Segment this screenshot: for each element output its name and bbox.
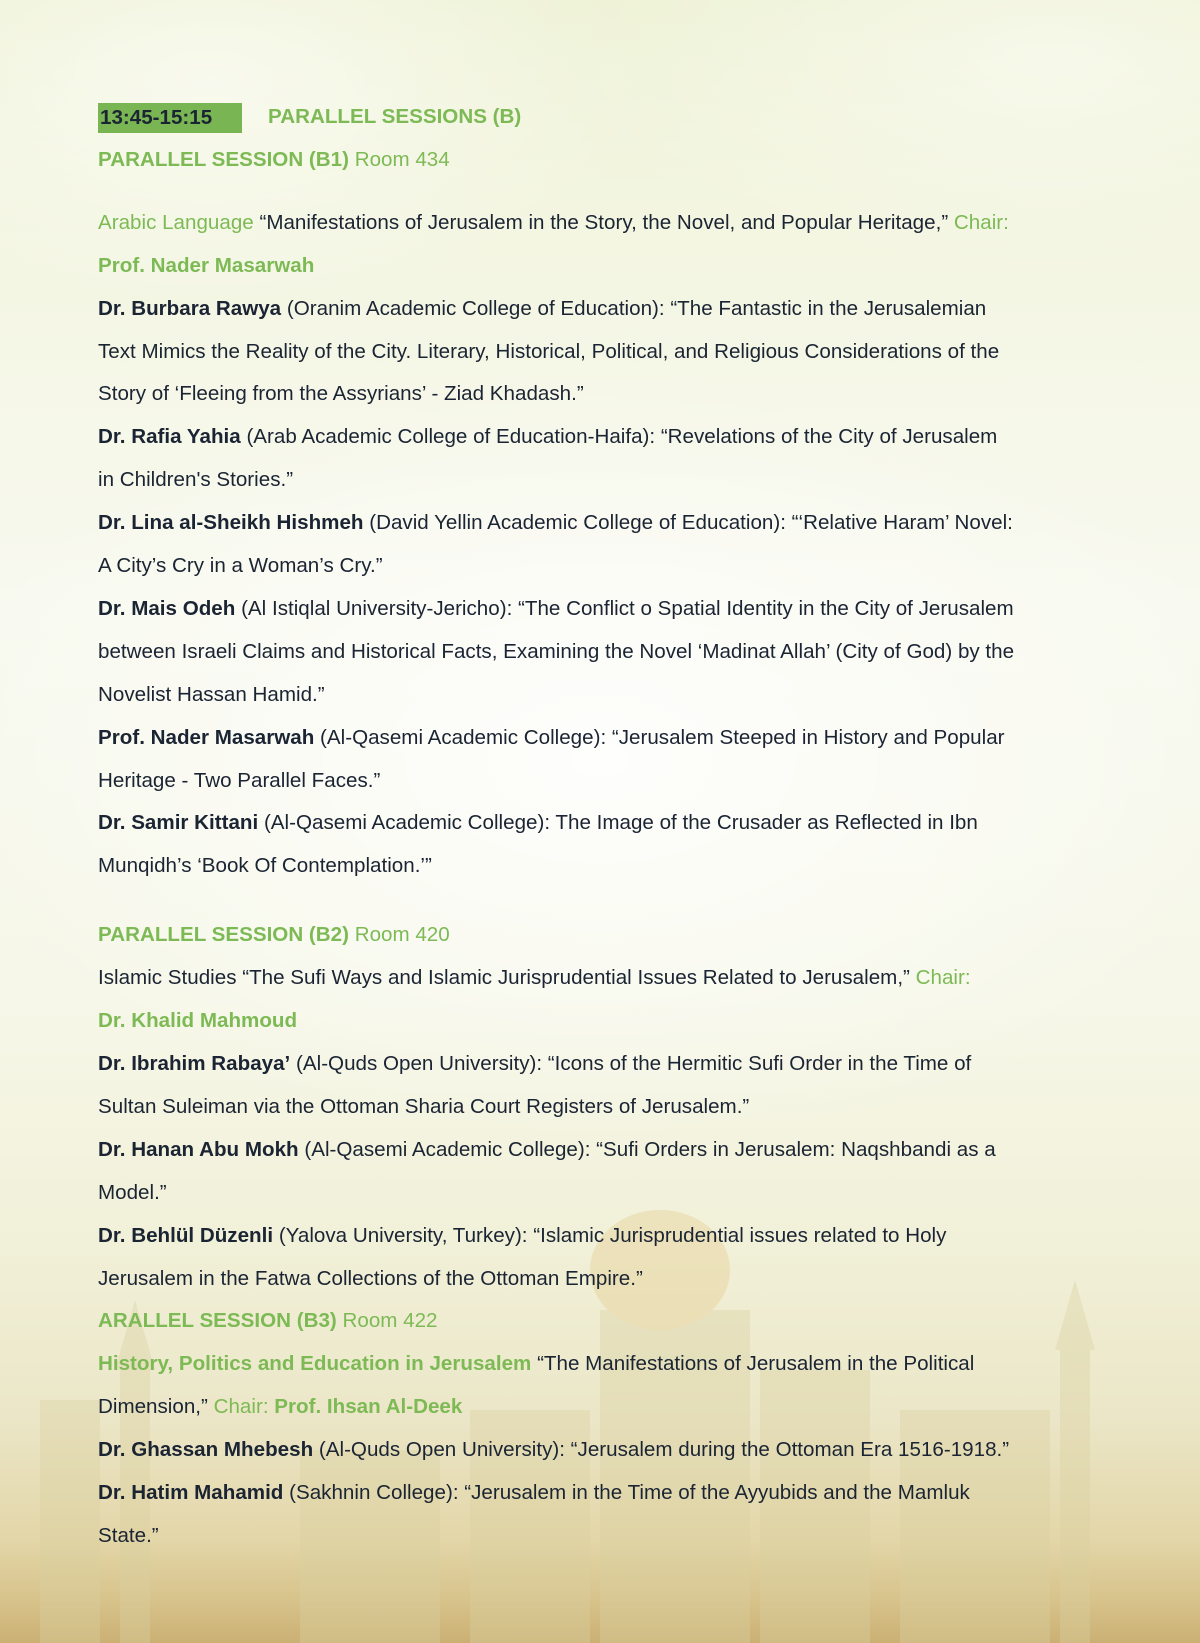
talk-entry: [98, 802, 1104, 845]
talk-text: (Al-Qasemi Academic College): The Image of the Crusader as Reflected in Ibn: [263, 811, 978, 835]
talk-entry: [98, 1043, 1104, 1086]
talk-text: (Sakhnin College): “Jerusalem in the Time of the Ayyubids and the Mamluk: [289, 1481, 970, 1505]
session-b2-field: Islamic Studies: [98, 966, 237, 990]
session-b3-topic: [98, 1343, 1104, 1386]
talk-entry: [98, 1429, 1104, 1472]
speaker-name: Dr. Mais Odeh: [98, 596, 236, 620]
session-b3-chair-name: Prof. Ihsan Al-Deek: [274, 1395, 463, 1419]
talk-entry: [98, 416, 1104, 459]
session-b3-heading: [98, 1300, 1104, 1343]
speaker-name: Dr. Rafia Yahia: [98, 425, 241, 449]
talk-text: (Arab Academic College of Education-Haifa): “Revelations of the City of Jerusalem: [246, 425, 998, 449]
talk-entry: [98, 717, 1104, 760]
session-b2-chair-label: Chair:: [915, 966, 971, 990]
session-b3-field: History, Politics and Education in Jerusalem: [98, 1352, 532, 1376]
session-b2-chair-name: Dr. Khalid Mahmoud: [98, 1009, 298, 1033]
talk-text-continued: Story of ‘Fleeing from the Assyrians’ - Ziad Khadash.”: [98, 382, 584, 406]
talk-entry: [98, 1215, 1104, 1258]
session-b1-room: Room 434: [354, 147, 450, 171]
speaker-name: Dr. Hatim Mahamid: [98, 1481, 284, 1505]
session-b3-topic-continued: [98, 1386, 1104, 1429]
talk-text: (Al Istiqlal University-Jericho): “The Conflict o Spatial Identity in the City of Jerusalem: [241, 596, 1014, 620]
program-content: [98, 96, 1104, 1558]
session-b3-room: Room 422: [342, 1309, 438, 1333]
talk-entry: [98, 588, 1104, 631]
speaker-name: Dr. Hanan Abu Mokh: [98, 1137, 299, 1161]
session-b3-chair-label: Chair:: [213, 1395, 269, 1419]
talk-entry: [98, 502, 1104, 545]
talk-text-continued: A City’s Cry in a Woman’s Cry.”: [98, 554, 383, 578]
speaker-name: Dr. Ghassan Mhebesh: [98, 1438, 314, 1462]
session-b3-label: ARALLEL SESSION (B3): [98, 1309, 337, 1333]
sessions-header: [98, 96, 1104, 139]
talk-text-continued: Jerusalem in the Fatwa Collections of the Ottoman Empire.”: [98, 1266, 643, 1290]
talk-entry: [98, 1472, 1104, 1515]
talk-text-continued: in Children's Stories.”: [98, 468, 294, 492]
talk-text: (Al-Quds Open University): “Jerusalem during the Ottoman Era 1516-1918.”: [318, 1438, 1010, 1462]
talk-text: (Yalova University, Turkey): “Islamic Jurisprudential issues related to Holy: [278, 1223, 947, 1247]
speaker-name: Dr. Burbara Rawya: [98, 296, 282, 320]
session-b3-topic-text: “The Manifestations of Jerusalem in the Political: [537, 1352, 975, 1376]
session-b1-topic: [98, 202, 1104, 245]
talk-text-continued: Sultan Suleiman via the Ottoman Sharia Court Registers of Jerusalem.”: [98, 1094, 750, 1118]
session-b1-chair-name: Prof. Nader Masarwah: [98, 253, 315, 277]
session-b1-heading: [98, 139, 1104, 182]
talk-entry: [98, 1129, 1104, 1172]
time-slot-badge: 13:45-15:15: [98, 103, 242, 133]
talk-text: (Oranim Academic College of Education): “The Fantastic in the Jerusalemian: [286, 296, 987, 320]
talk-text-continued: Heritage - Two Parallel Faces.”: [98, 768, 381, 792]
speaker-name: Dr. Lina al-Sheikh Hishmeh: [98, 511, 364, 535]
speaker-name: Dr. Ibrahim Rabaya’: [98, 1052, 291, 1076]
speaker-name: Dr. Behlül Düzenli: [98, 1223, 274, 1247]
talk-text: (Al-Qasemi Academic College): “Sufi Orders in Jerusalem: Naqshbandi as a: [304, 1137, 996, 1161]
session-b2-topic-text: “The Sufi Ways and Islamic Jurisprudential Issues Related to Jerusalem,”: [242, 966, 910, 990]
talk-text: (Al-Quds Open University): “Icons of the Hermitic Sufi Order in the Time of: [296, 1052, 972, 1076]
talk-text-continued: State.”: [98, 1523, 159, 1547]
session-b2-topic: [98, 957, 1104, 1000]
talk-entry: [98, 288, 1104, 331]
talk-text-continued: between Israeli Claims and Historical Facts, Examining the Novel ‘Madinat Allah’ (City of God) by the: [98, 639, 1015, 663]
talk-text-continued: Model.”: [98, 1180, 167, 1204]
sessions-title: PARALLEL SESSIONS (B): [268, 105, 522, 128]
talk-text-continued: Novelist Hassan Hamid.”: [98, 682, 325, 706]
talk-text: (Al-Qasemi Academic College): “Jerusalem Steeped in History and Popular: [320, 725, 1005, 749]
talk-text: (David Yellin Academic College of Education): “‘Relative Haram’ Novel:: [369, 511, 1013, 535]
session-b2-heading: [98, 914, 1104, 957]
session-b2-label: PARALLEL SESSION (B2): [98, 923, 349, 947]
speaker-name: Dr. Samir Kittani: [98, 811, 259, 835]
speaker-name: Prof. Nader Masarwah: [98, 725, 315, 749]
session-b1-chair-label: Chair:: [953, 210, 1009, 234]
session-b1-topic-text: “Manifestations of Jerusalem in the Story, the Novel, and Popular Heritage,”: [259, 210, 949, 234]
session-b2-room: Room 420: [354, 923, 450, 947]
talk-text-continued: Text Mimics the Reality of the City. Literary, Historical, Political, and Religious Considerations of the: [98, 339, 1000, 363]
session-b1-field: Arabic Language: [98, 210, 254, 234]
talk-text-continued: Munqidh’s ‘Book Of Contemplation.’”: [98, 854, 432, 878]
session-b1-label: PARALLEL SESSION (B1): [98, 147, 349, 171]
session-b3-topic-text-2: Dimension,”: [98, 1395, 208, 1419]
